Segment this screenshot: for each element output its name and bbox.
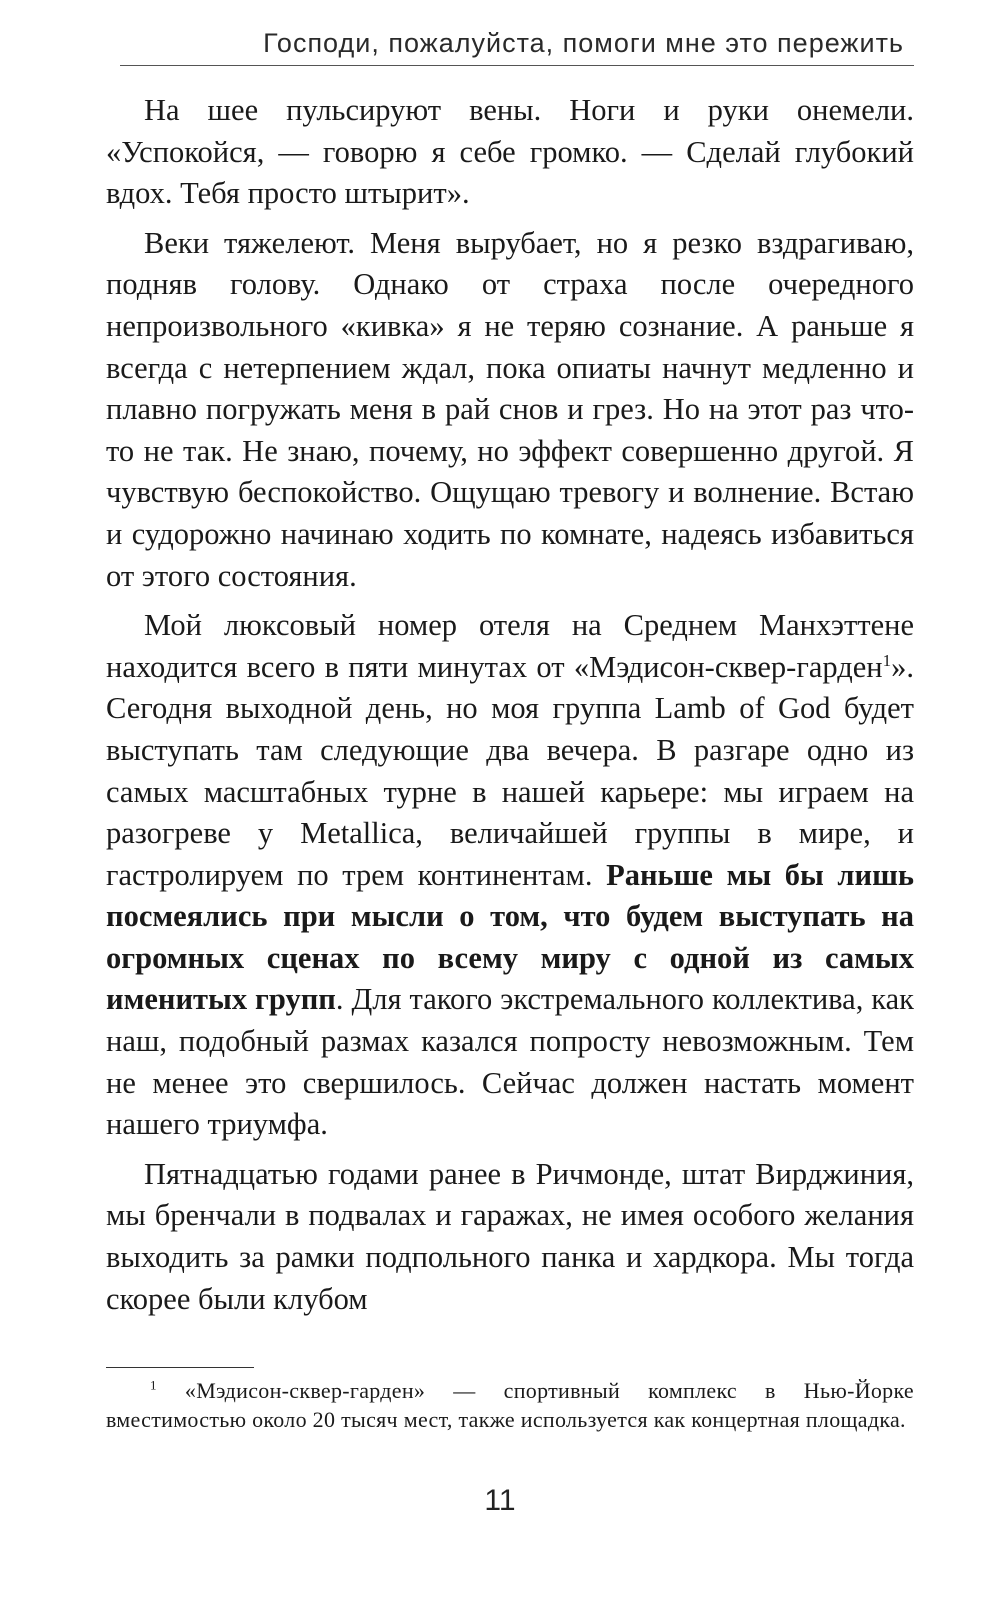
paragraph-3-text-after: . Для такого экстремального коллектива, как наш, подобный размах казался попросту невозможным. Тем не менее это свершилось. Сейчас должен настать момент нашего триумфа. (106, 982, 915, 1142)
page-number: 11 (484, 1484, 516, 1517)
paragraph-3 (106, 605, 914, 1146)
paragraph-3-bold-emphasis: Раньше мы бы лишь посмеялись при мысли о том, что будем выступать на огромных сценах по всему миру с одной из самых именитых групп (106, 857, 914, 1017)
footnote-marker: 1 (150, 1377, 157, 1393)
page (106, 28, 914, 1328)
footnote-reference: 1 (882, 650, 892, 670)
footnote-text: «Мэдисон-сквер-гарден» — спортивный комплекс в Нью-Йорке вместимостью около 20 тысяч мест, также используется как концертная площадка. (106, 1378, 914, 1432)
paragraph-3-text-mid: ». Сегодня выходной день, но моя группа Lamb of God будет выступать там следующие два вечера. В разгаре одно из самых масштабных турне в нашей карьере: мы играем на разогреве у Metallica, величайшей группы в мире, и гастролируем по трем континентам. (106, 649, 914, 892)
paragraph-3-text-before: Мой люксовый номер отеля на Среднем Манхэттене находится всего в пяти минутах от «Мэдисон-сквер-гарден (106, 608, 914, 684)
running-header: Господи, пожалуйста, помоги мне это пережить (120, 28, 914, 66)
paragraph-1: На шее пульсируют вены. Ноги и руки онемели. «Успокойся, — говорю я себе громко. — Сделай глубокий вдох. Тебя просто штырит». (106, 93, 914, 211)
footnote-divider (106, 1367, 254, 1368)
footnote (106, 1376, 914, 1434)
body-text (106, 90, 914, 1320)
paragraph-2: Веки тяжелеют. Меня вырубает, но я резко вздрагиваю, подняв голову. Однако от страха после очередного непроизвольного «кивка» я не теряю сознание. А раньше я всегда с нетерпением ждал, пока опиаты начнут медленно и плавно погружать меня в рай снов и грез. Но на этот раз что-то не так. Не знаю, почему, но эффект совершенно другой. Я чувствую беспокойство. Ощущаю тревогу и волнение. Встаю и судорожно начинаю ходить по комнате, надеясь избавиться от этого состояния. (106, 225, 914, 593)
paragraph-4: Пятнадцатью годами ранее в Ричмонде, штат Вирджиния, мы бренчали в подвалах и гаражах, не имея особого желания выходить за рамки подпольного панка и хардкора. Мы тогда скорее были клубом (106, 1156, 914, 1316)
